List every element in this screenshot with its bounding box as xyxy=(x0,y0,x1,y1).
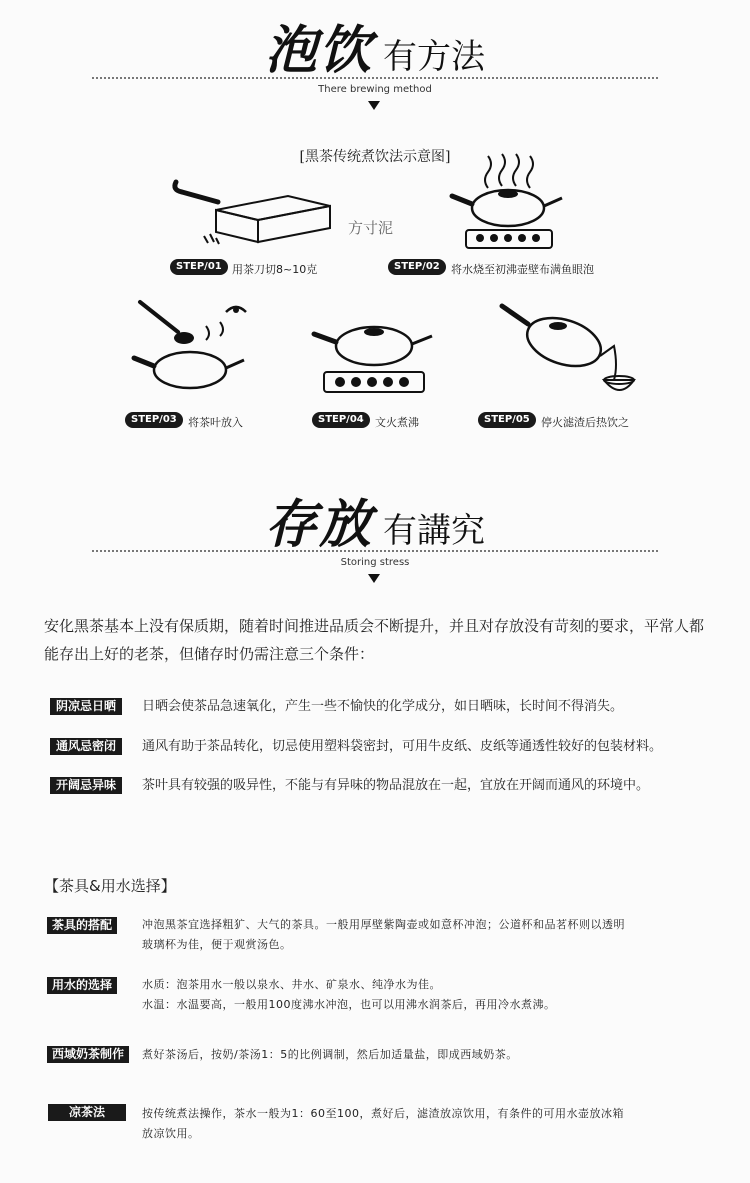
kettle-boiling-illustration xyxy=(448,150,568,252)
brewing-title-rest: 有方法 xyxy=(383,37,485,77)
condition-tag-2: 通风忌密闭 xyxy=(50,738,122,755)
side-label: 方寸泥 xyxy=(348,219,394,237)
condition-text-1: 日晒会使茶品急速氧化，产生一些不愉快的化学成分，如日晒味，长时间不得消失。 xyxy=(142,699,624,714)
down-arrow-icon-2 xyxy=(368,574,380,583)
teaware-tag-2: 用水的选择 xyxy=(47,977,117,994)
storing-subtitle: Storing stress xyxy=(340,557,410,568)
storing-title xyxy=(0,482,750,557)
teaware-text-1-line-1: 冲泡黑茶宜选择粗犷、大气的茶具。一般用厚壁紫陶壶或如意杯冲泡；公道杯和品茗杯则以透明 xyxy=(142,918,625,931)
brewing-subtitle: There brewing method xyxy=(318,84,432,95)
storing-title-script: 存放 xyxy=(264,494,373,555)
brewing-title xyxy=(0,8,750,83)
teaware-text-2-line-1: 水质：泡茶用水一般以泉水、井水、矿泉水、纯净水为佳。 xyxy=(142,978,441,991)
condition-text-3: 茶叶具有较强的吸异性，不能与有异味的物品混放在一起，宜放在开阔而通风的环境中。 xyxy=(142,778,650,793)
add-tea-illustration xyxy=(128,296,258,402)
teaware-heading: 【茶具&用水选择】 xyxy=(44,877,176,895)
down-arrow-icon xyxy=(368,101,380,110)
teaware-tag-3: 西域奶茶制作 xyxy=(47,1046,129,1063)
step-text-5: 停火滤渣后热饮之 xyxy=(541,416,629,429)
storing-title-rest: 有講究 xyxy=(383,511,485,551)
teaware-text-3-line-1: 煮好茶汤后，按奶/茶汤1：5的比例调制，然后加适量盐，即成西域奶茶。 xyxy=(142,1048,518,1061)
step-text-2: 将水烧至初沸壶壁布满鱼眼泡 xyxy=(451,263,594,276)
step-badge-3: STEP/03 xyxy=(125,412,183,428)
step-text-3: 将茶叶放入 xyxy=(188,416,243,429)
tea-knife-brick-illustration xyxy=(170,176,340,248)
teaware-text-4-line-2: 放凉饮用。 xyxy=(142,1127,200,1140)
teaware-text-4-line-1: 按传统煮法操作，茶水一般为1：60至100，煮好后，滤渣放凉饮用，有条件的可用水壶放冰箱 xyxy=(142,1107,624,1120)
step-badge-5: STEP/05 xyxy=(478,412,536,428)
pour-tea-illustration xyxy=(494,296,646,402)
divider-dotted-2 xyxy=(92,550,658,552)
step-text-1: 用茶刀切8~10克 xyxy=(232,263,318,276)
step-badge-4: STEP/04 xyxy=(312,412,370,428)
teaware-text-2-line-2: 水温：水温要高，一般用100度沸水冲泡，也可以用沸水润茶后，再用冷水煮沸。 xyxy=(142,998,556,1011)
condition-tag-1: 阴凉忌日晒 xyxy=(50,698,122,715)
divider-dotted xyxy=(92,77,658,79)
storing-intro: 安化黑茶基本上没有保质期，随着时间推进品质会不断提升，并且对存放没有苛刻的要求，平常人都能存出上好的老茶，但储存时仍需注意三个条件： xyxy=(44,617,705,663)
teaware-tag-1: 茶具的搭配 xyxy=(47,917,117,934)
brewing-title-script: 泡饮 xyxy=(264,20,373,81)
step-badge-1: STEP/01 xyxy=(170,259,228,275)
step-text-4: 文火煮沸 xyxy=(375,416,419,429)
simmer-illustration xyxy=(310,310,438,396)
teaware-tag-4: 凉茶法 xyxy=(48,1104,126,1121)
teaware-text-1-line-2: 玻璃杯为佳，便于观赏汤色。 xyxy=(142,938,292,951)
diagram-title: [黑茶传统煮饮法示意图] xyxy=(299,149,451,165)
condition-tag-3: 开阔忌异味 xyxy=(50,777,122,794)
condition-text-2: 通风有助于茶品转化，切忌使用塑料袋密封，可用牛皮纸、皮纸等通透性较好的包装材料。 xyxy=(142,739,663,754)
step-badge-2: STEP/02 xyxy=(388,259,446,275)
